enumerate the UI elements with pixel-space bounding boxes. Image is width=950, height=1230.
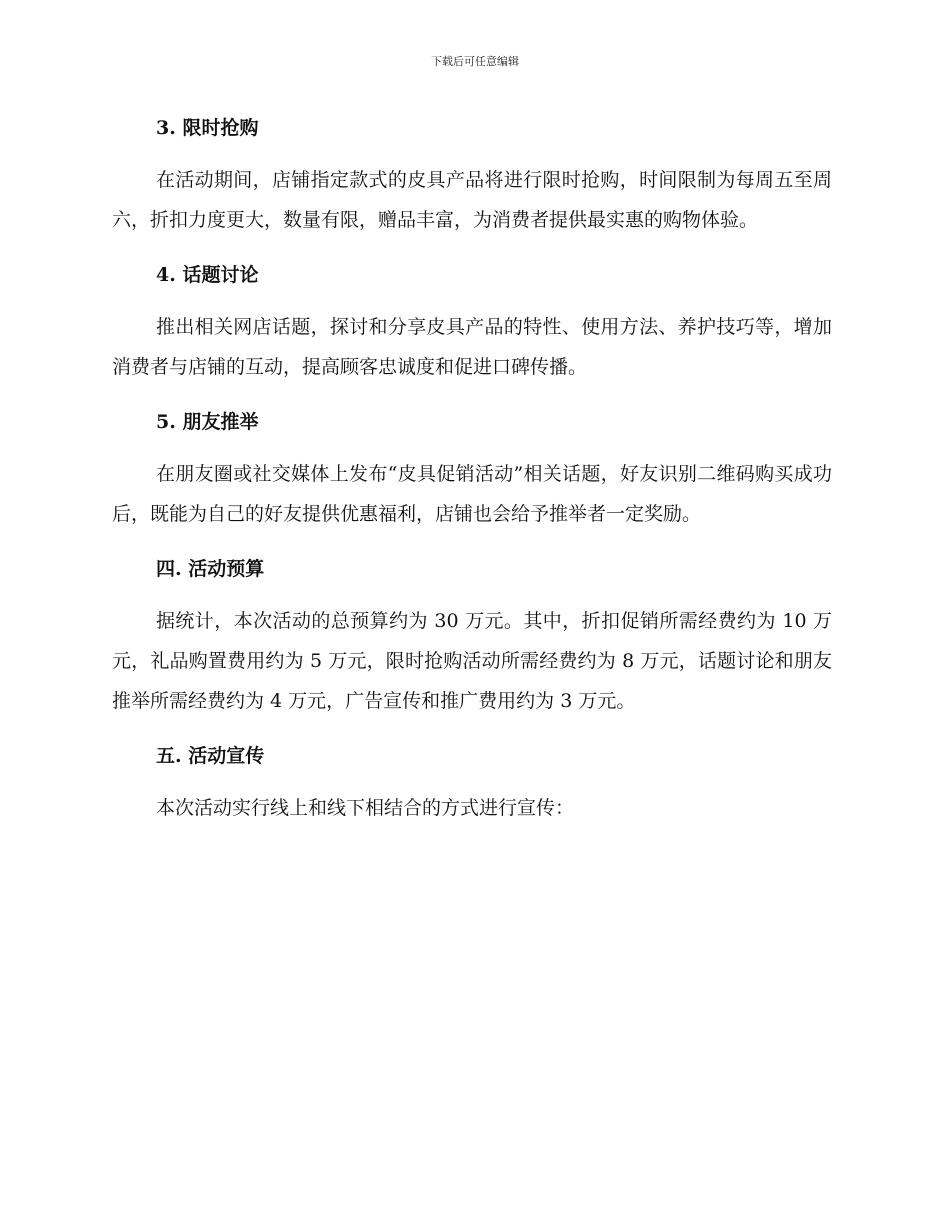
section-paragraph: 本次活动实行线上和线下相结合的方式进行宣传： (156, 797, 575, 819)
section-heading: 四. 活动预算 (156, 558, 265, 580)
section-activity-promotion (112, 736, 832, 828)
section-paragraph: 推出相关网店话题，探讨和分享皮具产品的特性、使用方法、养护技巧等，增加消费者与店铺的互动，提高顾客忠诚度和促进口碑传播。 (112, 316, 832, 378)
section-heading: 五. 活动宣传 (156, 745, 265, 767)
section-heading: 3. 限时抢购 (156, 117, 259, 139)
section-paragraph: 据统计，本次活动的总预算约为 30 万元。其中，折扣促销所需经费约为 10 万元，礼品购置费用约为 5 万元，限时抢购活动所需经费约为 8 万元，话题讨论和朋友推举所需经费约为 4 万元，广告宣传和推广费用约为 3 万元。 (112, 610, 832, 712)
document-body (112, 108, 832, 843)
section-paragraph: 在活动期间，店铺指定款式的皮具产品将进行限时抢购，时间限制为每周五至周六，折扣力度更大，数量有限，赠品丰富，为消费者提供最实惠的购物体验。 (112, 169, 832, 231)
section-topic-discussion (112, 255, 832, 387)
page-header: 下载后可任意编辑 (431, 55, 519, 68)
section-activity-budget (112, 549, 832, 721)
section-flash-sale (112, 108, 832, 240)
section-friend-referral (112, 402, 832, 534)
section-heading: 5. 朋友推举 (156, 411, 259, 433)
section-paragraph: 在朋友圈或社交媒体上发布“皮具促销活动”相关话题，好友识别二维码购买成功后，既能为自己的好友提供优惠福利，店铺也会给予推举者一定奖励。 (112, 463, 832, 525)
section-heading: 4. 话题讨论 (156, 264, 259, 286)
